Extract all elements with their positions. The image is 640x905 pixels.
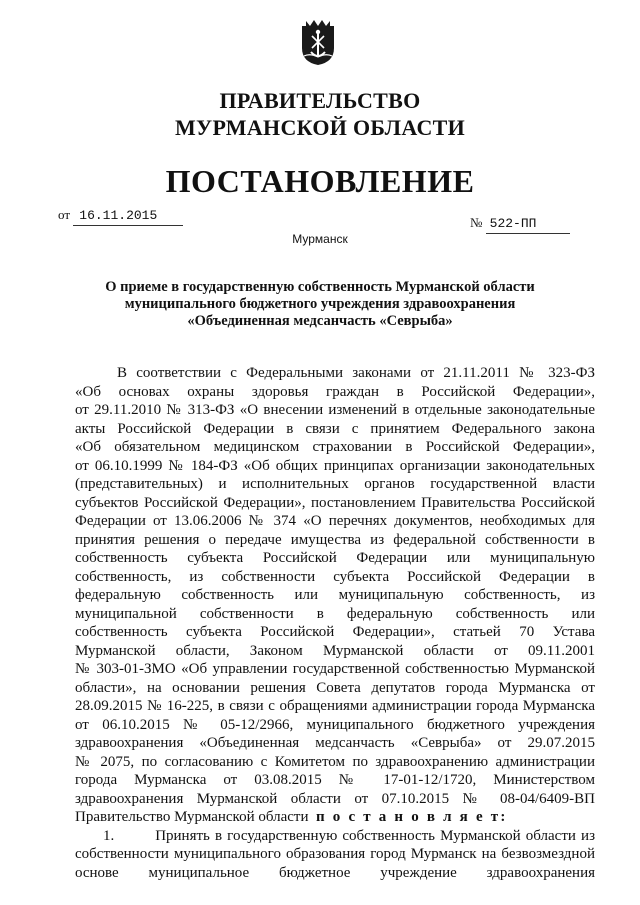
- text-line: Федерации от 13.06.2006 № 374 «О перечнях документов, необходимых для: [75, 513, 595, 529]
- text-line: города Мурманска от 03.08.2015 № 17-01-12/1720, Министерством: [75, 772, 595, 788]
- text-line: от 06.10.1999 № 184-ФЗ «Об общих принципах организации законодательных: [75, 457, 595, 474]
- document-body: [75, 364, 595, 882]
- text-line: принятия решения о передаче имущества из федеральной собственности в: [75, 531, 595, 548]
- text-line: В соответствии с Федеральными законами от 21.11.2011 № 323-ФЗ: [117, 365, 595, 381]
- city-name: Мурманск: [292, 232, 348, 246]
- organization-name-line1: ПРАВИТЕЛЬСТВО: [219, 88, 421, 113]
- text-line: собственность субъекта Российской Федерации», статьей 70 Устава: [75, 624, 595, 640]
- number-prefix: №: [470, 215, 483, 230]
- text-line: Мурманской области, Законом Мурманской области от 09.11.2001: [75, 642, 595, 659]
- text-line: «Об основах охраны здоровья граждан в Российской Федерации»,: [75, 383, 595, 400]
- text-line: субъектов Российской Федерации», постановлением Правительства Российской: [75, 494, 595, 511]
- text-line: № 2075, по согласованию с Комитетом по здравоохранению администрации: [75, 753, 595, 770]
- text-line: муниципальной собственности в федеральную собственность или: [75, 605, 595, 622]
- document-type-title: ПОСТАНОВЛЕНИЕ: [165, 163, 475, 199]
- item-number: 1.: [103, 827, 115, 844]
- closing-line: [75, 808, 595, 827]
- text-line: собственность субъекта Российской Федерации или муниципальную: [75, 550, 595, 566]
- subject-line: «Объединенная медсанчасть «Севрыба»: [187, 313, 453, 329]
- text-line: федеральную собственность или муниципальную собственность, из: [75, 587, 595, 603]
- text-line: [75, 827, 595, 846]
- document-date: [58, 206, 183, 226]
- subject-line: О приеме в государственную собственность Мурманской области: [105, 279, 535, 295]
- item-text: Принять в государственную собственность Мурманской области из: [155, 827, 595, 844]
- text-line: (представительных) и исполнительных органов государственной власти: [75, 476, 595, 492]
- date-value: 16.11.2015: [73, 207, 183, 226]
- subject-line: муниципального бюджетного учреждения здравоохранения: [124, 296, 516, 312]
- resolves-emphasis: п о с т а н о в л я е т:: [316, 809, 508, 825]
- text-line: здравоохранения «Объединенная медсанчасть «Севрыба» от 29.07.2015: [75, 735, 595, 751]
- date-prefix: от: [58, 207, 71, 222]
- text-line: акты Российской Федерации в связи с принятием Федерального закона: [75, 420, 595, 437]
- text-line: от 29.11.2010 № 313-ФЗ «О внесении изменений в отдельные законодательные: [75, 402, 595, 418]
- organization-name-line2: МУРМАНСКОЙ ОБЛАСТИ: [174, 115, 466, 140]
- text-line: области», на основании решения Совета депутатов города Мурманска от: [75, 679, 595, 696]
- document-subject: [60, 279, 580, 330]
- text-line: «Об обязательном медицинском страховании в Российской Федерации»,: [75, 439, 595, 455]
- text-line: собственность, из собственности субъекта Российской Федерации в: [75, 568, 595, 585]
- text-line: собственности муниципального образования город Мурманск на безвозмездной: [75, 846, 595, 862]
- text-line: от 06.10.2015 № 05-12/2966, муниципального бюджетного учреждения: [75, 716, 595, 733]
- closing-prefix: Правительство Мурманской области: [75, 809, 309, 825]
- text-line: здравоохранения Мурманской области от 07.10.2015 № 08-04/6409-ВП: [75, 790, 595, 807]
- resolution-item-1: [75, 827, 595, 883]
- coat-of-arms-icon: [300, 18, 336, 66]
- preamble-paragraph: [75, 364, 595, 827]
- number-value: 522-ПП: [486, 215, 570, 234]
- text-line: № 303-01-ЗМО «Об управлении государственной собственностью Мурманской: [75, 661, 595, 677]
- text-line: основе муниципальное бюджетное учреждение здравоохранения: [75, 864, 595, 881]
- text-line: 28.09.2015 № 16-225, в связи с обращениями администрации города Мурманска: [75, 698, 595, 714]
